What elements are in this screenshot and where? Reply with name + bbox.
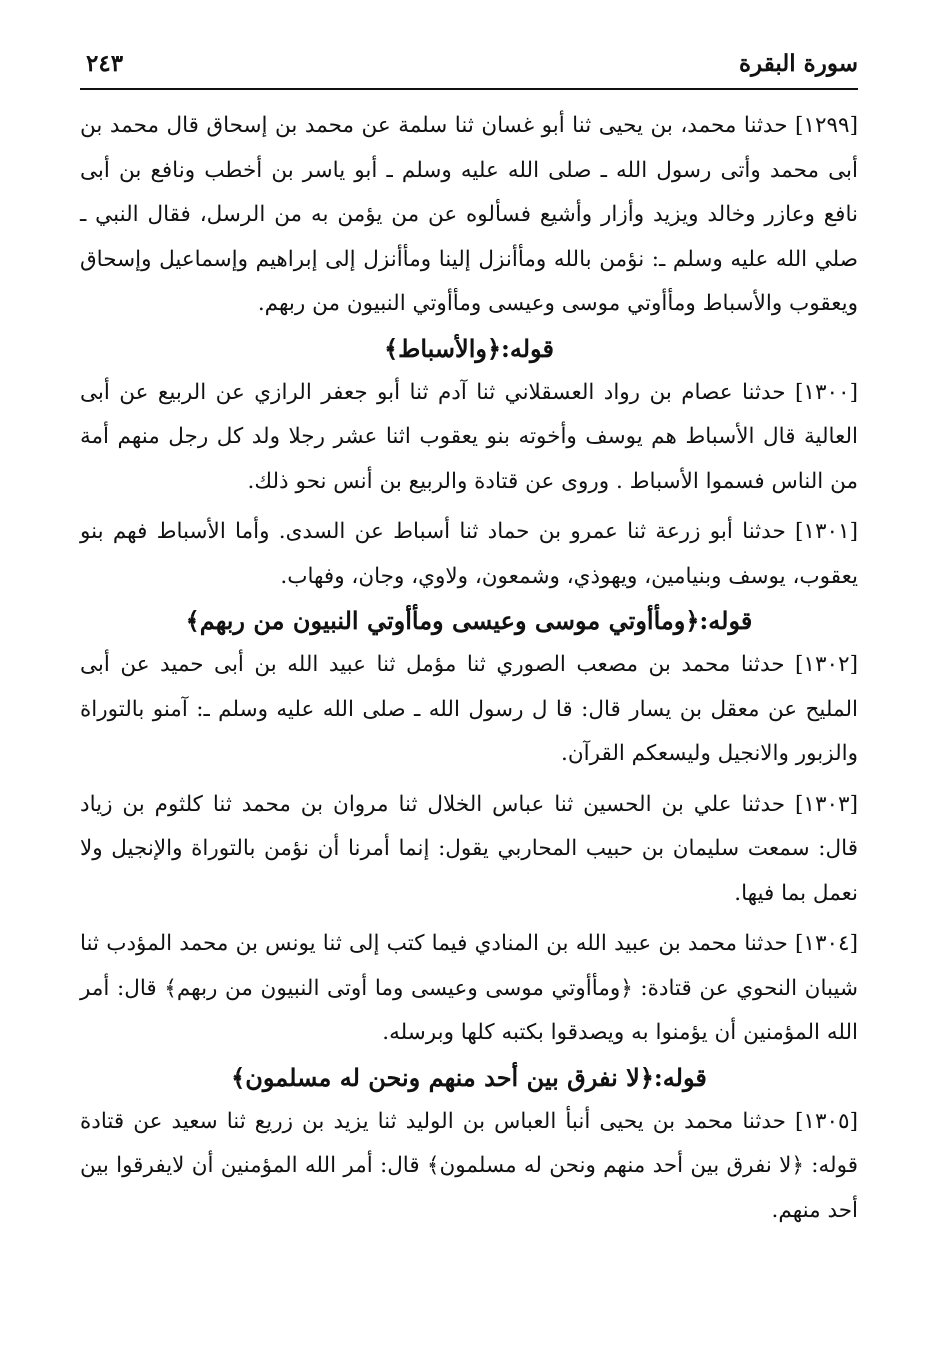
section-heading-musa-isa: قوله:﴿ومأأوتي موسى وعيسى ومأأوتي النبيون من ربهم﴾ [185, 606, 753, 635]
page-body [80, 104, 858, 1233]
page [80, 40, 858, 1340]
section-heading-la-nufarriq: قوله:﴿لا نفرق بين أحد منهم ونحن له مسلمون﴾ [231, 1062, 707, 1092]
section-heading-asbat: قوله:﴿والأسباط﴾ [384, 333, 554, 363]
narration-1301: [١٣٠١] حدثنا أبو زرعة ثنا عمرو بن حماد ثنا أسباط عن السدى. وأما الأسباط فهم بنو يعقوب، يوسف وبنيامين، ويهوذي، وشمعون، ولاوي، وجان، وفهاب. [80, 519, 858, 589]
narration-1299: [١٢٩٩] حدثنا محمد، بن يحيى ثنا أبو غسان ثنا سلمة عن محمد بن إسحاق قال محمد بن أبى محمد وأتى رسول الله ـ صلى الله عليه وسلم ـ أبو ياسر بن أخطب ونافع بن أبى نافع وعازر وخالد ويزيد وأزار وأشيع فسألوه عن من يؤمن به من الرسل، فقال النبي ـ صلي الله عليه وسلم ـ: نؤمن بالله ومأأنزل إلينا ومأأنزل إلى إبراهيم وإسماعيل وإسحاق ويعقوب والأسباط ومأأوتي موسى وعيسى ومأأوتي النبيون من ربهم. [80, 113, 858, 316]
narration-1303: [١٣٠٣] حدثنا علي بن الحسين ثنا عباس الخلال ثنا مروان بن محمد ثنا كلثوم بن زياد قال: سمعت سليمان بن حبيب المحاربي يقول: إنما أمرنا أن نؤمن بالتوراة والإنجيل ولا نعمل بما فيها. [80, 791, 858, 906]
page-header [80, 40, 858, 90]
page-number: ٢٤٣ [86, 50, 124, 77]
narration-1302: [١٣٠٢] حدثنا محمد بن مصعب الصوري ثنا مؤمل ثنا عبيد الله بن أبى حميد عن أبى المليح عن معقل بن يسار قال: قا ل رسول الله ـ صلى الله عليه وسلم ـ: آمنو بالتوراة والزبور والانجيل وليسعكم القرآن. [80, 652, 858, 766]
narration-1300: [١٣٠٠] حدثنا عصام بن رواد العسقلاني ثنا آدم ثنا أبو جعفر الرازي عن الربيع عن أبى العالية قال الأسباط هم يوسف وأخوته بنو يعقوب اثنا عشر رجلا ولد كل رجل منهم أمة من الناس فسموا الأسباط . وروى عن قتادة والربيع بن أنس نحو ذلك. [80, 379, 858, 494]
narration-1305: [١٣٠٥] حدثنا محمد بن يحيى أنبأ العباس بن الوليد ثنا يزيد بن زريع ثنا سعيد عن قتادة قوله: ﴿لا نفرق بين أحد منهم ونحن له مسلمون﴾ قال: أمر الله المؤمنين أن لايفرقوا بين أحد منهم. [80, 1108, 858, 1223]
narration-1304: [١٣٠٤] حدثنا محمد بن عبيد الله بن المنادي فيما كتب إلى ثنا يونس بن محمد المؤدب ثنا شيبان النحوي عن قتادة: ﴿ومأأوتي موسى وعيسى وما أوتى النبيون من ربهم﴾ قال: أمر الله المؤمنين أن يؤمنوا به ويصدقوا بكتبه كلها وبرسله. [80, 931, 858, 1045]
surah-title: سورة البقرة [738, 50, 858, 77]
